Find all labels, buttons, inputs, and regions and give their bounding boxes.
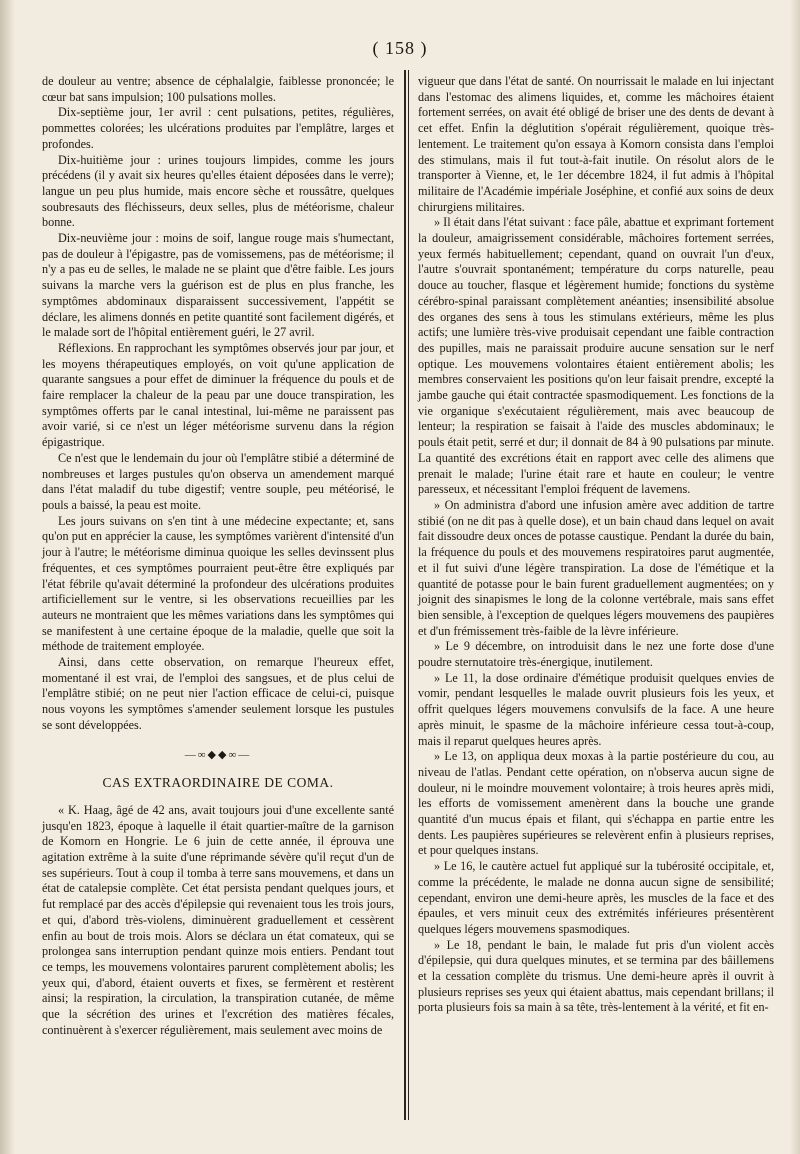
paragraph: « K. Haag, âgé de 42 ans, avait toujours joui d'une excellente santé jusqu'en 1823, époque à laquelle il était quartier-maître de la garnison de Komorn en Hongrie. Le 6 juin de cette année, il éprouva une agitation extrême à la suite d'une réprimande sévère qu'il reçut d'un de ses supérieurs. Tout à coup il tomba à terre sans mouvemens, et dans un état de catalepsie complète. Cet état persista pendant quelques jours, et fut remplacé par des accès d'épilepsie qui revenaient tous les trois jours, et qui, d'abord très-violens, diminuèrent graduellement et cessèrent enfin au bout de trois mois. Alors se déclara un état comateux, qui se prolongea sans interruption pendant quinze mois entiers. Pendant tout ce temps, les mouvemens volontaires parurent complètement abolis; les yeux qui, d'abord, étaient ouverts et fixes, se fermèrent et restèrent ainsi; la respiration, la circulation, la transpiration cutanée, de même que la sécrétion des urines et l'excrétion des matières fécales, continuèrent à s'exercer régulièrement, mais seulement avec moins de <box>42 802 394 1037</box>
paragraph: » Le 11, la dose ordinaire d'émétique produisit quelques envies de vomir, pendant lesquelles le malade ouvrit plusieurs fois les yeux, et offrit quelques légers mouvemens convulsifs de la face. A une heure après minuit, le spasme de la mâchoire inférieure cessa tout-à-coup, mais il reparut quelques heures après. <box>418 670 774 748</box>
paragraph: » On administra d'abord une infusion amère avec addition de tartre stibié (on ne dit pas à quelle dose), et un bain chaud dans lequel on avait fait dissoudre deux onces de potasse caustique. Pendant la durée du bain, la fréquence du pouls et des mouvemens respiratoires parut augmentée, et il fut suivi d'une légère transpiration. La dose de l'émétique et la quantité de potasse pour le bain furent graduellement augmentées; on y joignit des sinapismes le long de la colonne vertébrale, mais sans effet bien sensible, à l'exception de quelques légers mouvemens des paupières et d'un frémissement très-faible de la lèvre inférieure. <box>418 497 774 638</box>
page-number: ( 158 ) <box>372 38 428 58</box>
paragraph: vigueur que dans l'état de santé. On nourrissait le malade en lui injectant dans l'estomac des alimens liquides, et, comme les mâchoires étaient fortement serrées, on avait été obligé de briser une des dents de devant à cet effet. Enfin la déglutition s'opérait régulièrement, quoique très-lentement. Le traitement qu'on essaya à Komorn consista dans l'emploi des stimulans, mais il fut tout-à-fait inutile. On résolut alors de le transporter à Vienne, et, le 1er décembre 1824, il fut admis à l'hôpital militaire de l'Académie impériale Joséphine, et confié aux soins de deux chirurgiens militaires. <box>418 74 774 214</box>
paragraph: » Il était dans l'état suivant : face pâle, abattue et exprimant fortement la douleur, amaigrissement considérable, mâchoires fortement serrées, yeux fermés habituellement; cependant, quand on ouvrait l'un d'eux, l'autre s'ouvrait spontanément; température du corps naturelle, peau douce au toucher, flasque et légèrement humide; fonctions du système cérébro-spinal paraissant complètement anéanties; insensibilité absolue des organes des sens à tous les stimulans extérieurs, même les plus actifs; une lumière très-vive produisait cependant une faible contraction des pupilles, mais ne paraissait produire aucune sensation sur le nerf optique. Les mouvemens volontaires étaient entièrement abolis; les membres conservaient les positions qu'on leur faisait prendre, excepté la jambe gauche qui était contractée spasmodiquement. Les fonctions de la vie organique s'exécutaient régulièrement, mais avec beaucoup de lenteur; la respiration se faisait à l'aide des muscles abdominaux; le pouls était petit, serré et dur; il donnait de 84 à 90 pulsations par minute. La quantité des excrétions était en rapport avec celle des alimens que prenait le malade; l'urine était rare et haute en couleur; le ventre paresseux, et nécessitant l'emploi fréquent de lavemens. <box>418 215 774 497</box>
paragraph: Dix-neuvième jour : moins de soif, langue rouge mais s'humectant, pas de douleur à l'épigastre, pas de vomissemens, pas de météorisme; il n'y a pas eu de selles, le malade ne se plaint que d'être faible. Les jours suivans la marche vers la guérison est de plus en plus franche, les symptômes abdominaux disparaissent successivement, l'appétit se déclare, les alimens donnés en petite quantité sont facilement digérés, et le malade sort de l'hôpital entièrement guéri, le 27 avril. <box>42 231 394 340</box>
paragraph: Ainsi, dans cette observation, on remarque l'heureux effet, momentané il est vrai, de l'emploi des sangsues, et de plus celui de l'emplâtre stibié; on ne peut nier l'action efficace de celui-ci, puisque nous voyons les symptômes s'amender seulement lorsque les pustules se sont développées. <box>42 655 394 732</box>
right-column <box>418 74 774 1016</box>
paragraph: » Le 9 décembre, on introduisit dans le nez une forte dose d'une poudre sternutatoire très-énergique, inutilement. <box>418 639 774 670</box>
paragraph: Dix-huitième jour : urines toujours limpides, comme les jours précédens (il y avait six heures qu'elles étaient déposées dans le verre); langue un peu plus humide, mais encore sèche et roussâtre, quelques soubresauts des fléchisseurs, deux selles, plus de météorisme, chaleur bonne. <box>42 152 394 230</box>
section-title: CAS EXTRAORDINAIRE DE COMA. <box>102 775 334 791</box>
paragraph: » Le 16, le cautère actuel fut appliqué sur la tubérosité occipitale, et, comme la précédente, le malade ne donna aucun signe de sensibilité; cependant, environ une demi-heure après, les muscles de la face et des épaules, et vers minuit ceux des extrémités inférieures présentèrent quelques légers mouvemens spasmodiques. <box>418 859 774 936</box>
left-column <box>42 74 394 1038</box>
paragraph: Les jours suivans on s'en tint à une médecine expectante; et, sans qu'on put en apprécier la cause, les symptômes varièrent d'intensité d'un jour à l'autre; le météorisme diminua quoique les selles devinssent plus fréquentes, et ces symptômes pourraient peut-être être expliqués par l'état fébrile qu'avait déterminé la profondeur des ulcérations produites artificiellement sur le ventre, si les observations recueillies par les auteurs ne montraient que les mêmes variations dans les symptômes qui se manifestent à une certaine époque de la maladie, quelle que soit la méthode de traitement employée. <box>42 513 394 654</box>
paragraph: » Le 18, pendant le bain, le malade fut pris d'un violent accès d'épilepsie, qui dura quelques minutes, et se termina par des bâillemens et la cessation complète du trismus. Une demi-heure après il ouvrit à plusieurs reprises ses yeux qui étaient abattus, mais cependant brillans; il porta plusieurs fois sa main à sa tête, très-lentement à la vérité, et fit en- <box>418 937 774 1015</box>
column-divider-thin <box>408 70 409 1120</box>
column-divider <box>404 70 406 1120</box>
page-left-shadow <box>0 0 14 1154</box>
page-right-shadow <box>790 0 800 1154</box>
paragraph: Ce n'est que le lendemain du jour où l'emplâtre stibié a déterminé de nombreuses et larges pustules qu'on observa un amendement marqué dans l'état maladif du tube digestif; ventre souple, peu météorisé, le pouls a baissé, la peau est moite. <box>42 450 394 512</box>
paragraph: Dix-septième jour, 1er avril : cent pulsations, petites, régulières, pommettes colorées; les ulcérations produites par l'emplâtre, larges et profondes. <box>42 105 394 151</box>
paragraph: » Le 13, on appliqua deux moxas à la partie postérieure du cou, au niveau de l'atlas. Pendant cette opération, on n'observa aucun signe de douleur, ni le moindre mouvement volontaire; à trois heures après midi, les efforts de vomissement amenèrent dans la bouche une grande quantité d'un mucus épais et filant, qui s'échappa en partie entre les dents. Les paupières supérieures se relevèrent enfin à plusieurs reprises, et pour quelques instans. <box>418 749 774 858</box>
paragraph: Réflexions. En rapprochant les symptômes observés jour par jour, et les moyens thérapeutiques employés, on voit qu'une application de quarante sangsues a pour effet de diminuer la fréquence du pouls et de faire remplacer la chaleur de la peau par une douce transpiration, les symptômes offerts par le canal intestinal, lui-même ne paraissent pas avoir varié, si ce n'est un léger météorisme survenu dans la région épigastrique. <box>42 340 394 450</box>
section-ornament: —∞◆◆∞— <box>184 748 252 761</box>
paragraph: de douleur au ventre; absence de céphalalgie, faiblesse prononcée; le cœur bat sans impulsion; 100 pulsations molles. <box>42 74 394 104</box>
